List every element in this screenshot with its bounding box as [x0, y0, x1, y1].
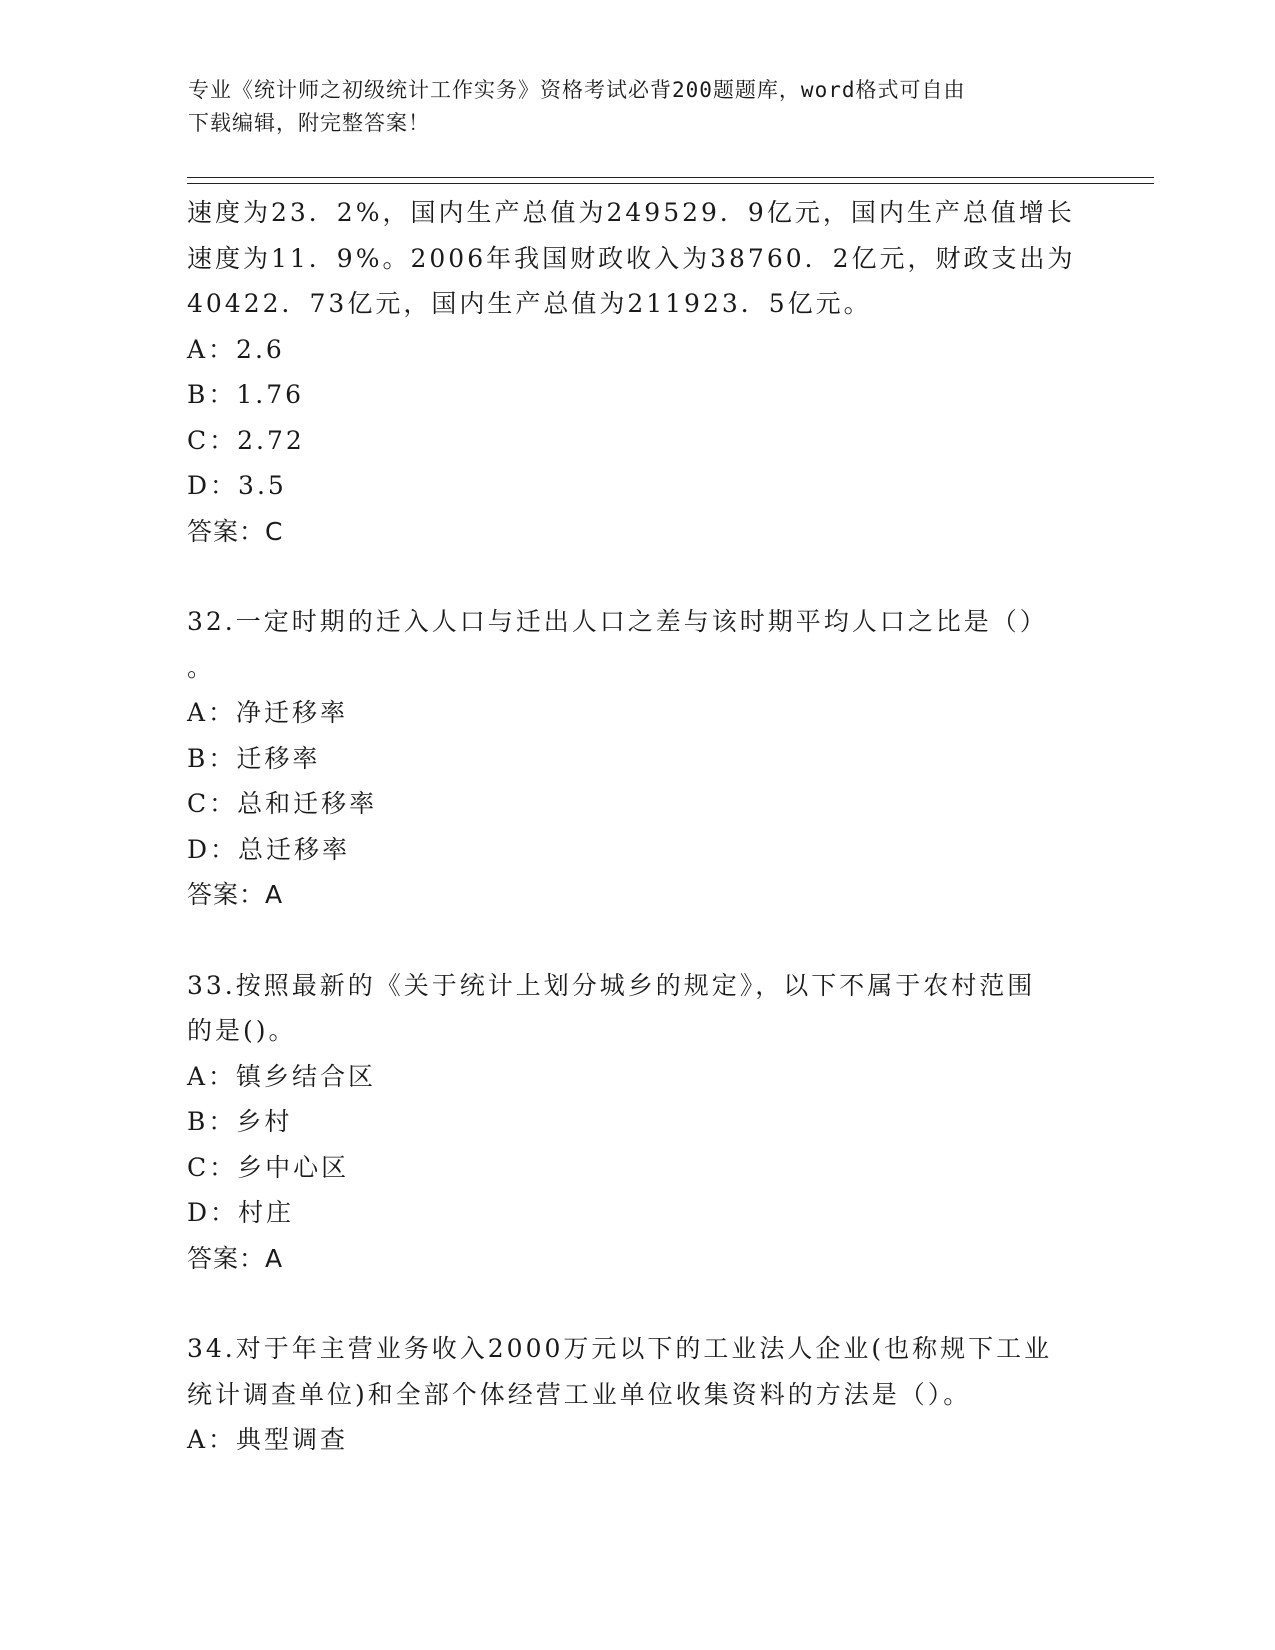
spacer: [187, 554, 1087, 599]
header-line-1: 专业《统计师之初级统计工作实务》资格考试必背200题题库，word格式可自由: [188, 78, 966, 102]
spacer: [187, 1281, 1087, 1326]
option-d: D：3.5: [187, 471, 287, 500]
question-33: [187, 963, 1087, 1282]
answer-label: 答案：C: [187, 516, 284, 546]
header-line-2: 下载编辑，附完整答案！: [188, 111, 430, 135]
question-text-line: 的是()。: [187, 1016, 297, 1045]
question-32: [187, 599, 1087, 918]
spacer: [187, 918, 1087, 963]
question-34: [187, 1326, 1087, 1463]
option-a: A：典型调查: [187, 1425, 349, 1454]
option-d: D：总迁移率: [187, 834, 351, 864]
option-d: D：村庄: [187, 1198, 295, 1227]
question-text-line: 32.一定时期的迁入人口与迁出人口之差与该时期平均人口之比是（）: [187, 607, 1048, 636]
question-text-line: 33.按照最新的《关于统计上划分城乡的规定》，以下不属于农村范围: [187, 970, 1036, 1000]
question-text-line: 速度为11．9%。2006年我国财政收入为38760．2亿元，财政支出为: [187, 243, 1076, 273]
question-text-line: 34.对于年主营业务收入2000万元以下的工业法人企业(也称规下工业: [187, 1334, 1053, 1363]
answer-label: 答案：A: [187, 880, 284, 909]
option-c: C：乡中心区: [187, 1152, 350, 1182]
question-text-line: 40422．73亿元，国内生产总值为211923．5亿元。: [187, 289, 872, 318]
answer-label: 答案：A: [187, 1243, 284, 1273]
option-a: A：净迁移率: [187, 698, 349, 727]
option-c: C：总和迁移率: [187, 789, 378, 818]
option-b: B：1.76: [187, 380, 305, 409]
question-text-line: 。: [187, 652, 216, 682]
option-b: B：迁移率: [187, 743, 321, 773]
header-divider-top: [187, 177, 1154, 178]
option-c: C：2.72: [187, 425, 305, 455]
question-text-line: 速度为23．2%，国内生产总值为249529．9亿元，国内生产总值增长: [187, 198, 1075, 227]
question-31-continuation: [187, 190, 1087, 554]
option-a: A：2.6: [187, 334, 285, 364]
header-divider-bottom: [187, 183, 1154, 184]
question-text-line: 统计调查单位)和全部个体经营工业单位收集资料的方法是（）。: [187, 1379, 972, 1409]
document-header: [188, 74, 1088, 140]
option-a: A：镇乡结合区: [187, 1061, 377, 1091]
document-body: [187, 190, 1087, 1463]
option-b: B：乡村: [187, 1107, 293, 1136]
